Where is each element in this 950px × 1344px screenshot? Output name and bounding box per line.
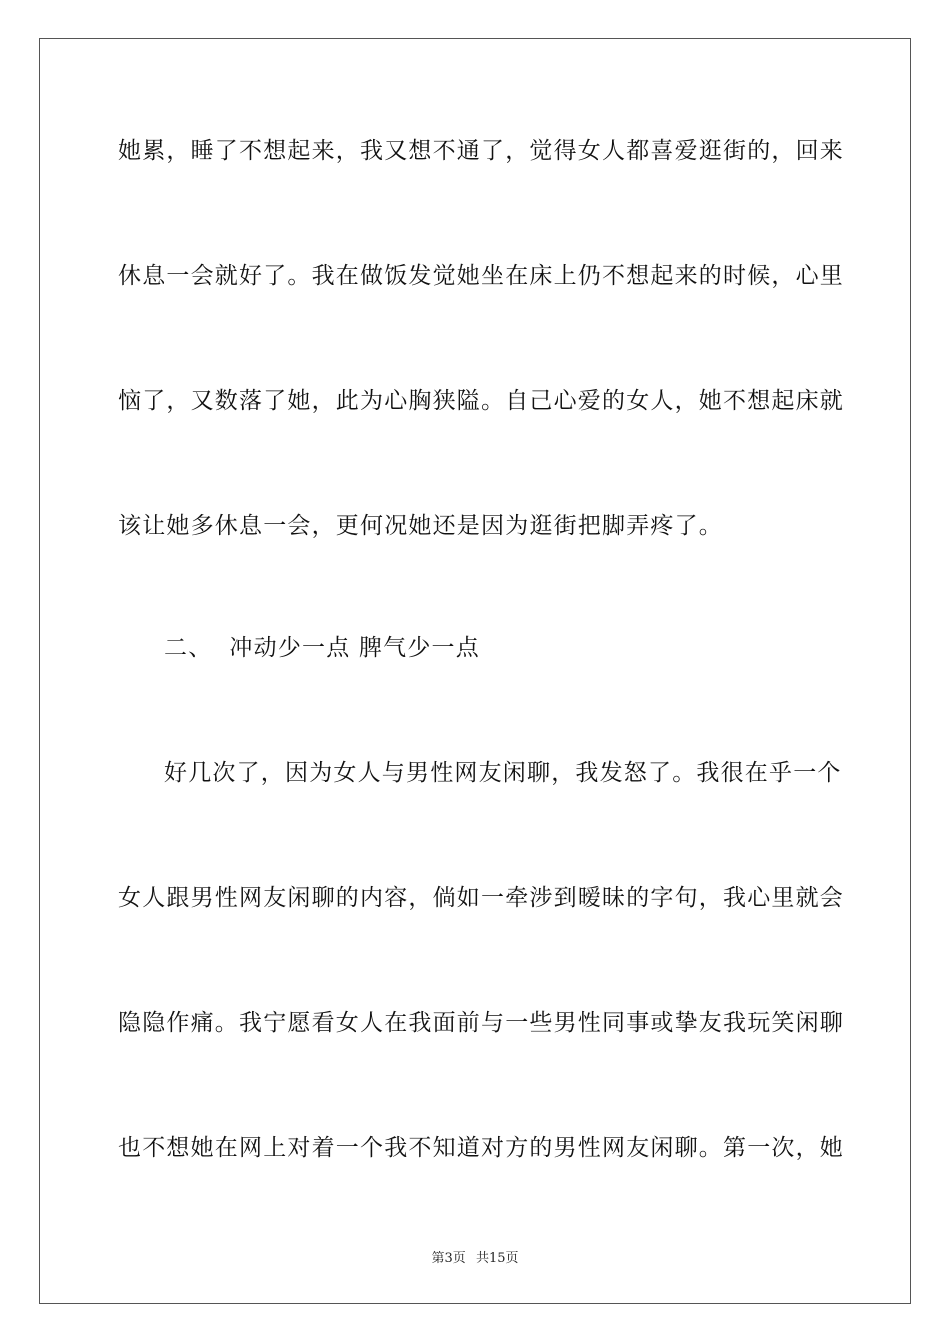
text-line: 女人跟男性网友闲聊的内容，倘如一牵涉到暧昧的字句，我心里就会 bbox=[118, 885, 844, 911]
section-heading: 二、 冲动少一点 脾气少一点 bbox=[164, 635, 480, 661]
text-line: 她累，睡了不想起来，我又想不通了，觉得女人都喜爱逛街的，回来 bbox=[118, 138, 844, 164]
page-footer bbox=[0, 1247, 950, 1266]
text-line: 也不想她在网上对着一个我不知道对方的男性网友闲聊。第一次，她 bbox=[118, 1135, 844, 1161]
text-line: 隐隐作痛。我宁愿看女人在我面前与一些男性同事或挚友我玩笑闲聊 bbox=[118, 1010, 844, 1036]
text-line: 该让她多休息一会，更何况她还是因为逛街把脚弄疼了。 bbox=[118, 513, 723, 539]
text-line: 恼了，又数落了她，此为心胸狭隘。自己心爱的女人，她不想起床就 bbox=[118, 388, 844, 414]
page-total: 共15页 bbox=[475, 1251, 519, 1266]
page-border bbox=[39, 38, 911, 1304]
text-line: 好几次了，因为女人与男性网友闲聊，我发怒了。我很在乎一个 bbox=[164, 760, 842, 786]
page-number: 第3页 bbox=[431, 1251, 466, 1266]
text-line: 休息一会就好了。我在做饭发觉她坐在床上仍不想起来的时候，心里 bbox=[118, 263, 844, 289]
